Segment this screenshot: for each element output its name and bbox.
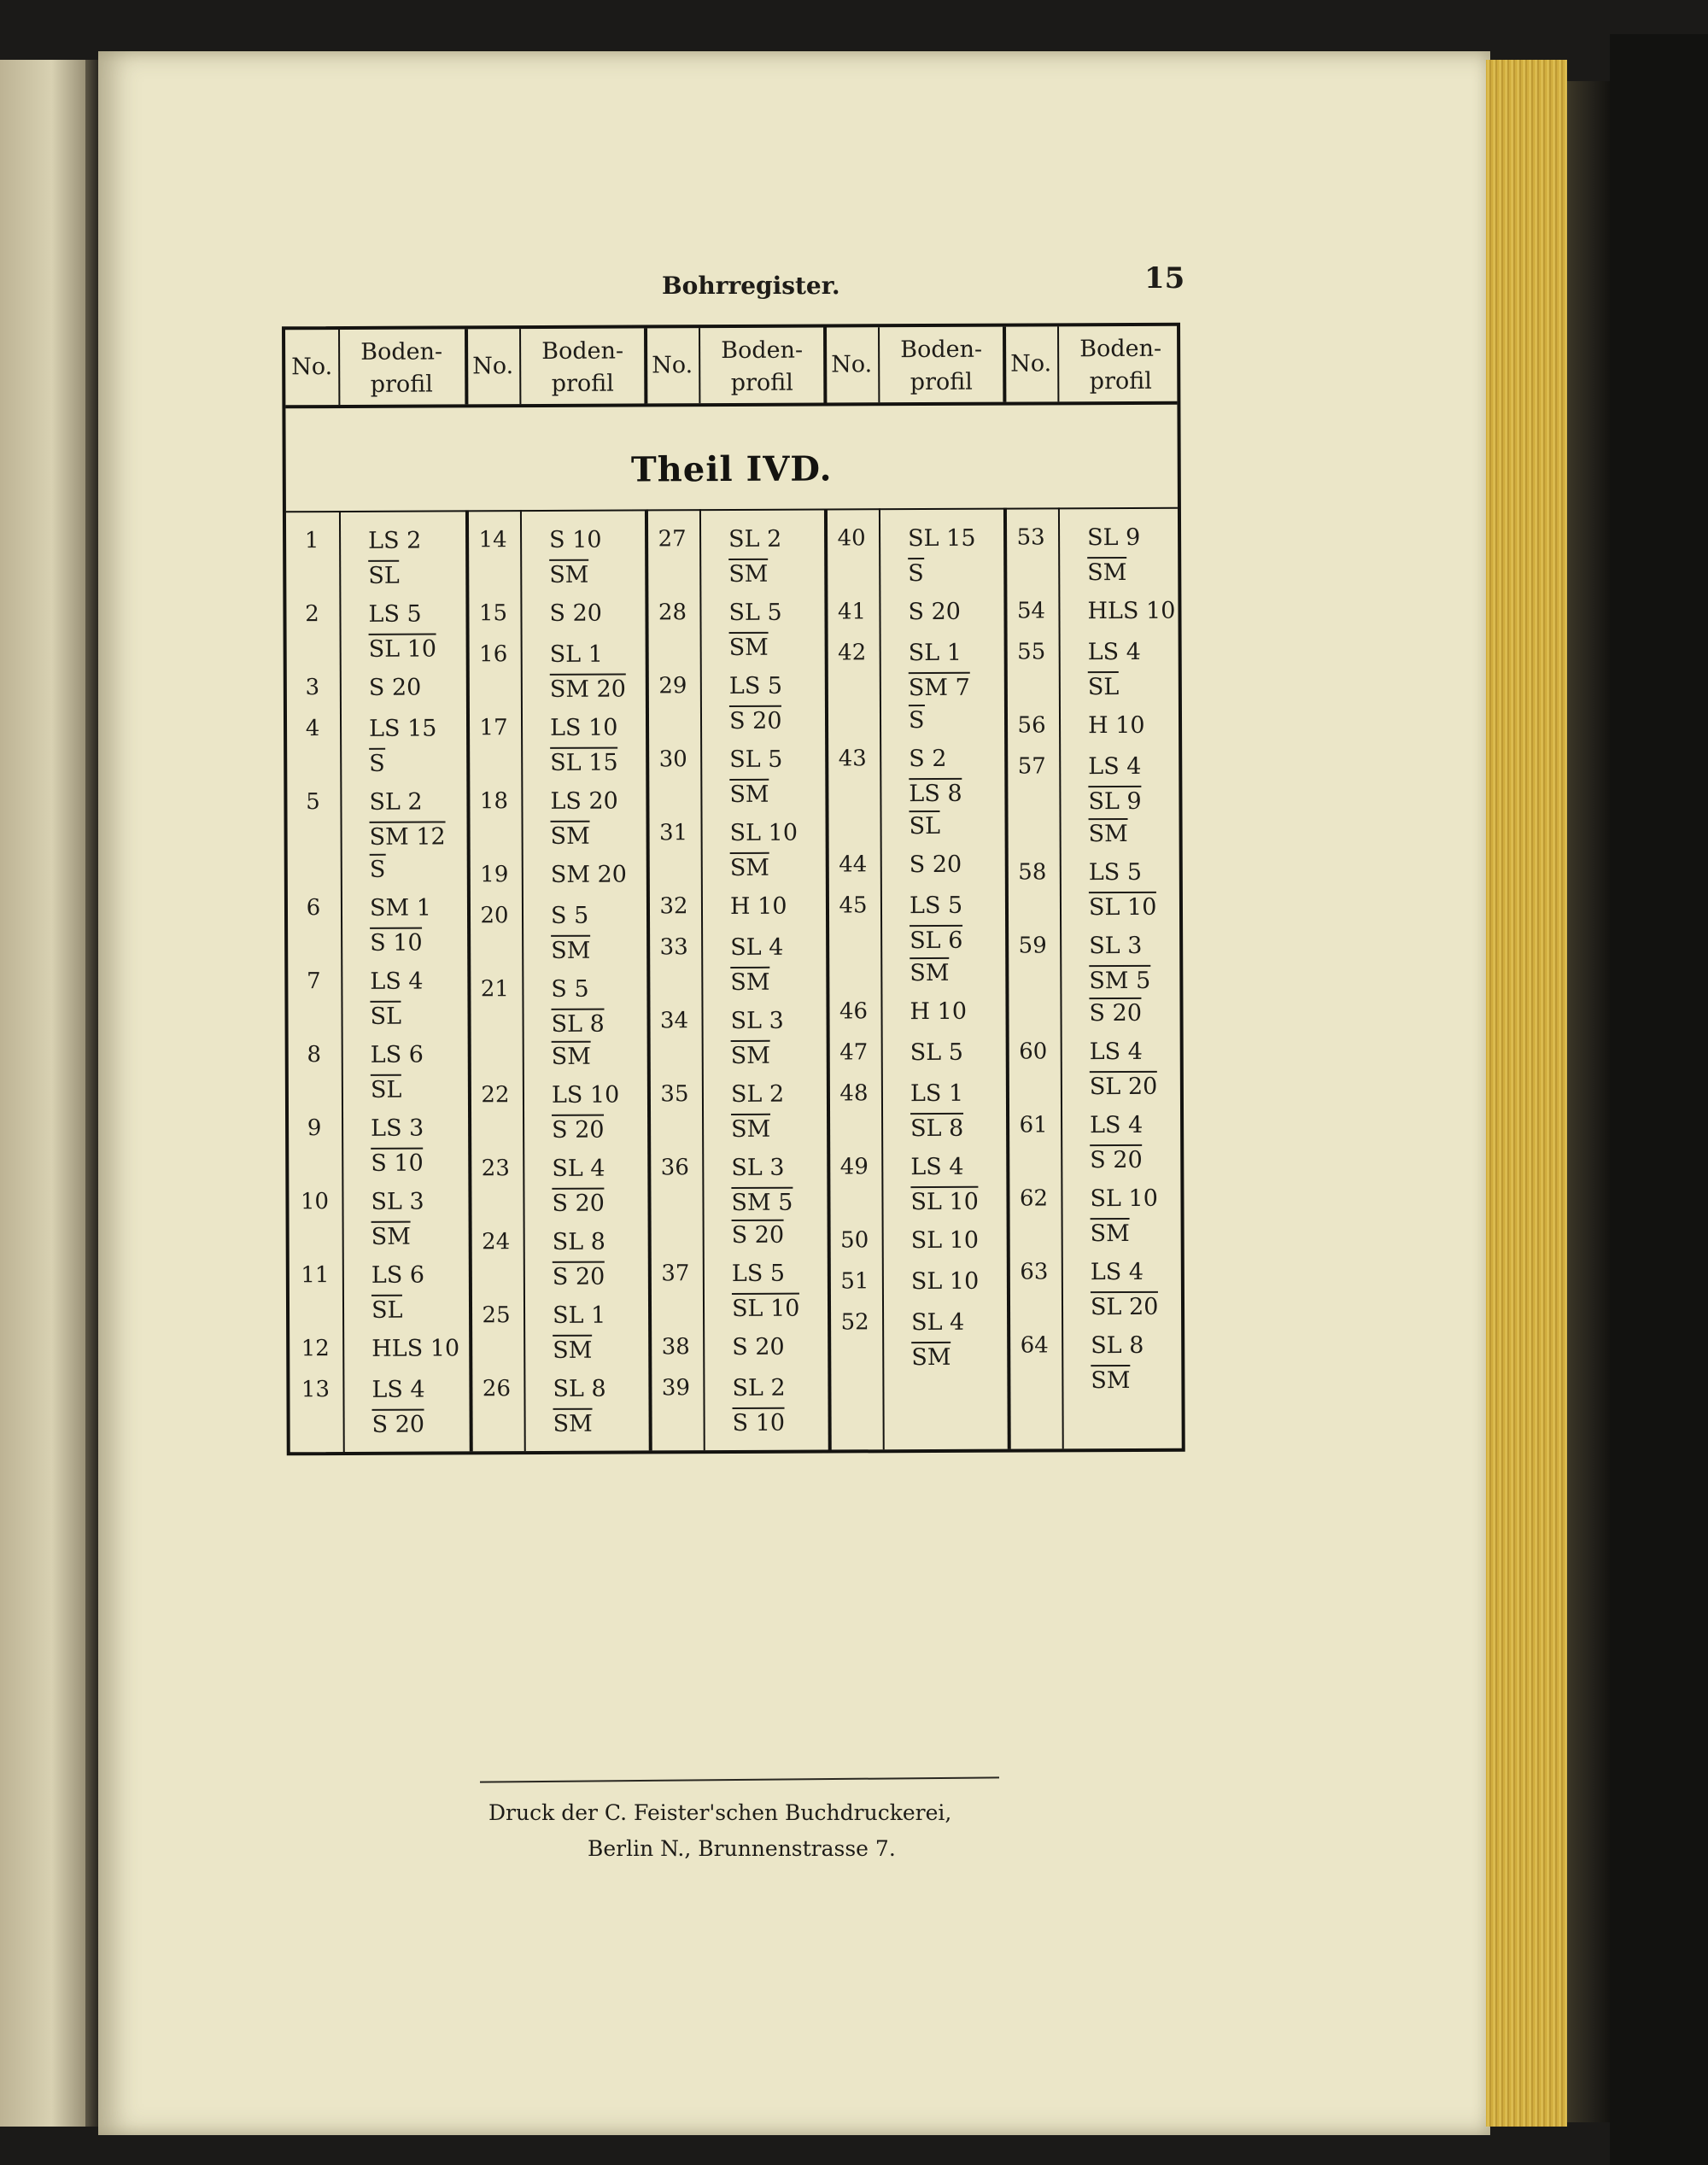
gilt-page-edges bbox=[1486, 60, 1567, 2127]
boring-number: 47 bbox=[839, 1039, 869, 1066]
soil-profile-layer: H 10 bbox=[1087, 711, 1145, 740]
soil-profile-layer: SL bbox=[909, 810, 940, 840]
soil-profile-layer: SL 15 bbox=[550, 747, 618, 776]
soil-profile-layer: SL 9 bbox=[1087, 524, 1141, 552]
soil-profile-layer: SL 10 bbox=[910, 1226, 980, 1255]
boring-number: 59 bbox=[1018, 933, 1047, 959]
boring-number: 11 bbox=[301, 1262, 330, 1289]
boring-number: 14 bbox=[478, 527, 507, 553]
soil-profile-layer: S 5 bbox=[551, 975, 589, 1003]
soil-profile-layer: LS 5 bbox=[909, 892, 963, 920]
soil-profile-layer: LS 2 bbox=[368, 527, 422, 554]
boring-number: 39 bbox=[661, 1375, 691, 1401]
soil-profile-layer: LS 5 bbox=[731, 1260, 786, 1288]
boring-number: 64 bbox=[1020, 1332, 1049, 1359]
page-number: 15 bbox=[1144, 261, 1185, 295]
boring-number: 43 bbox=[838, 746, 867, 772]
boring-number: 2 bbox=[305, 601, 319, 628]
boring-number: 15 bbox=[478, 600, 508, 627]
soil-profile-layer: SM bbox=[731, 1114, 770, 1143]
boring-number: 53 bbox=[1016, 524, 1045, 551]
soil-profile-layer: SL 5 bbox=[728, 599, 782, 627]
soil-profile-layer: SM bbox=[911, 1342, 951, 1371]
register-table bbox=[282, 323, 1185, 1456]
inner-divider bbox=[519, 329, 521, 404]
boring-number: 16 bbox=[479, 641, 508, 668]
soil-profile-layer: SL 1 bbox=[908, 639, 962, 667]
soil-profile-layer: LS 4 bbox=[1088, 752, 1142, 781]
soil-profile-layer: S 20 bbox=[368, 674, 422, 701]
soil-profile-layer: SM 5 bbox=[1089, 965, 1150, 994]
soil-profile-layer: LS 15 bbox=[368, 715, 437, 742]
soil-profile-layer: SL bbox=[371, 1295, 403, 1324]
soil-profile-layer: SL 20 bbox=[1090, 1071, 1158, 1100]
boring-number: 27 bbox=[658, 526, 687, 553]
boring-number: 13 bbox=[301, 1377, 330, 1403]
boring-number: 9 bbox=[307, 1115, 322, 1142]
soil-profile-layer: LS 1 bbox=[910, 1080, 964, 1108]
soil-profile-layer: SL 2 bbox=[369, 788, 423, 816]
soil-profile-layer: S bbox=[908, 558, 924, 587]
soil-profile-layer: S bbox=[369, 748, 385, 777]
boring-number: 50 bbox=[840, 1227, 869, 1254]
soil-profile-layer: S 20 bbox=[729, 705, 782, 734]
soil-profile-layer: SL 5 bbox=[729, 746, 783, 774]
boring-number: 22 bbox=[481, 1082, 510, 1109]
soil-profile-layer: SL 10 bbox=[1090, 1185, 1158, 1213]
soil-profile-layer: SL 1 bbox=[552, 1302, 606, 1329]
soil-profile-layer: SM bbox=[1089, 818, 1128, 847]
soil-profile-layer: SM 1 bbox=[369, 894, 431, 922]
soil-profile-layer: S 20 bbox=[732, 1333, 785, 1361]
column-header-no: No. bbox=[652, 352, 693, 379]
boring-number: 30 bbox=[658, 746, 687, 773]
soil-profile-layer: SL 3 bbox=[371, 1188, 424, 1215]
boring-number: 57 bbox=[1017, 753, 1046, 780]
soil-profile-layer: S 20 bbox=[552, 1115, 605, 1144]
boring-number: 26 bbox=[482, 1376, 512, 1402]
soil-profile-layer: S 2 bbox=[909, 745, 947, 773]
boring-number: 28 bbox=[658, 600, 687, 626]
soil-profile-layer: SL bbox=[1088, 671, 1120, 700]
soil-profile-layer: S 20 bbox=[553, 1261, 605, 1290]
binding-edge bbox=[1567, 81, 1610, 2122]
boring-number: 23 bbox=[481, 1156, 510, 1182]
soil-profile-layer: S 5 bbox=[550, 902, 589, 929]
soil-profile-layer: LS 20 bbox=[550, 787, 618, 815]
boring-number: 49 bbox=[839, 1154, 869, 1180]
boring-number: 24 bbox=[482, 1229, 511, 1255]
soil-profile-layer: SL 10 bbox=[729, 819, 798, 847]
soil-profile-layer: SL bbox=[370, 1001, 401, 1030]
soil-profile-layer: LS 4 bbox=[371, 1376, 425, 1403]
boring-number: 17 bbox=[479, 715, 508, 741]
boring-number: 1 bbox=[304, 528, 319, 554]
soil-profile-layer: SM 7 bbox=[909, 672, 970, 701]
left-page-edge bbox=[0, 60, 94, 2127]
soil-profile-layer: HLS 10 bbox=[371, 1335, 460, 1362]
boring-number: 33 bbox=[659, 934, 688, 961]
table-body bbox=[285, 326, 1177, 331]
soil-profile-layer: SM bbox=[551, 821, 590, 850]
soil-profile-layer: S 10 bbox=[371, 1148, 424, 1177]
boring-number: 18 bbox=[479, 788, 509, 815]
soil-profile-layer: SM bbox=[1091, 1365, 1130, 1394]
header-rule bbox=[285, 401, 1177, 409]
boring-number: 48 bbox=[839, 1080, 869, 1107]
soil-profile-layer: S 20 bbox=[732, 1220, 785, 1249]
soil-profile-layer: S 20 bbox=[549, 600, 602, 627]
soil-profile-layer: LS 3 bbox=[371, 1115, 424, 1142]
soil-profile-layer: LS 6 bbox=[371, 1261, 425, 1289]
soil-profile-layer: S 20 bbox=[552, 1188, 605, 1217]
soil-profile-layer: SM bbox=[371, 1221, 411, 1250]
boring-number: 35 bbox=[660, 1081, 689, 1108]
soil-profile-layer: SM bbox=[729, 779, 769, 808]
column-header-profile: Boden- profil bbox=[721, 336, 804, 397]
boring-number: 8 bbox=[307, 1042, 322, 1068]
soil-profile-layer: S bbox=[370, 854, 386, 883]
soil-profile-layer: LS 6 bbox=[370, 1041, 424, 1068]
soil-profile-layer: SL 10 bbox=[910, 1186, 979, 1215]
boring-number: 29 bbox=[658, 673, 687, 699]
soil-profile-layer: SL 4 bbox=[552, 1155, 605, 1182]
inner-divider bbox=[879, 508, 885, 1449]
column-header-profile: Boden- profil bbox=[541, 337, 624, 397]
soil-profile-layer: HLS 10 bbox=[1087, 597, 1176, 625]
column-header-no: No. bbox=[291, 354, 333, 381]
soil-profile-layer: SM bbox=[549, 559, 588, 588]
column-header-no: No. bbox=[1010, 350, 1052, 377]
soil-profile-layer: SL 5 bbox=[910, 1039, 963, 1067]
column-header-no: No. bbox=[472, 353, 514, 380]
inner-divider bbox=[699, 328, 700, 403]
inner-divider bbox=[338, 330, 340, 405]
boring-number: 25 bbox=[482, 1302, 511, 1329]
soil-profile-layer: S bbox=[909, 705, 925, 734]
boring-number: 4 bbox=[305, 716, 320, 742]
boring-number: 51 bbox=[840, 1268, 869, 1295]
section-rule bbox=[286, 507, 1178, 513]
printer-address: Berlin N., Brunnenstrasse 7. bbox=[588, 1836, 896, 1861]
boring-number: 44 bbox=[839, 851, 868, 878]
column-header-profile: Boden- profil bbox=[1079, 335, 1162, 395]
soil-profile-layer: SL 1 bbox=[549, 641, 603, 668]
soil-profile-layer: SL 3 bbox=[730, 1007, 784, 1035]
soil-profile-layer: SL 3 bbox=[1089, 932, 1143, 960]
inner-divider bbox=[699, 509, 705, 1450]
soil-profile-layer: S 20 bbox=[909, 851, 962, 879]
soil-profile-layer: S 10 bbox=[549, 526, 602, 553]
inner-divider bbox=[1058, 507, 1064, 1448]
soil-profile-layer: SM bbox=[1091, 1218, 1130, 1247]
soil-profile-layer: SL 4 bbox=[911, 1308, 965, 1337]
boring-number: 62 bbox=[1019, 1185, 1049, 1212]
soil-profile-layer: SM bbox=[730, 967, 769, 996]
soil-profile-layer: SL 10 bbox=[369, 634, 437, 663]
soil-profile-layer: SL 2 bbox=[732, 1374, 786, 1402]
soil-profile-layer: SL 10 bbox=[910, 1267, 980, 1296]
section-title: Theil IVD. bbox=[630, 448, 833, 490]
boring-number: 6 bbox=[306, 895, 321, 922]
soil-profile-layer: SL 8 bbox=[1091, 1331, 1144, 1360]
inner-divider bbox=[339, 511, 345, 1452]
soil-profile-layer: SL 8 bbox=[552, 1228, 605, 1255]
boring-number: 12 bbox=[301, 1336, 330, 1362]
soil-profile-layer: SM bbox=[910, 957, 949, 986]
soil-profile-layer: SL 9 bbox=[1088, 786, 1141, 815]
boring-number: 60 bbox=[1019, 1039, 1048, 1065]
soil-profile-layer: LS 4 bbox=[910, 1153, 964, 1181]
column-divider bbox=[645, 509, 652, 1450]
boring-number: 37 bbox=[661, 1261, 690, 1287]
soil-profile-layer: SM bbox=[730, 852, 769, 881]
boring-number: 38 bbox=[661, 1334, 690, 1360]
soil-profile-layer: LS 4 bbox=[1089, 1038, 1143, 1066]
soil-profile-layer: SM 20 bbox=[550, 861, 627, 888]
soil-profile-layer: SL 15 bbox=[908, 524, 976, 553]
soil-profile-layer: LS 8 bbox=[909, 778, 962, 807]
boring-number: 52 bbox=[840, 1309, 869, 1336]
soil-profile-layer: SL bbox=[368, 560, 400, 589]
boring-number: 45 bbox=[839, 892, 868, 919]
boring-number: 10 bbox=[300, 1189, 330, 1215]
boring-number: 63 bbox=[1020, 1259, 1049, 1285]
soil-profile-layer: S 20 bbox=[372, 1409, 425, 1438]
printer-imprint: Druck der C. Feister'schen Buchdruckerei, bbox=[488, 1800, 952, 1825]
soil-profile-layer: SL bbox=[371, 1074, 402, 1103]
boring-number: 21 bbox=[480, 976, 510, 1003]
soil-profile-layer: SM bbox=[551, 935, 590, 964]
soil-profile-layer: SL 6 bbox=[910, 925, 962, 954]
boring-number: 54 bbox=[1016, 598, 1046, 624]
inner-divider bbox=[1057, 326, 1059, 401]
boring-number: 19 bbox=[480, 862, 509, 888]
running-head: Bohrregister. bbox=[662, 272, 840, 300]
soil-profile-layer: SM 20 bbox=[550, 674, 626, 703]
soil-profile-layer: H 10 bbox=[729, 892, 787, 921]
boring-number: 61 bbox=[1019, 1112, 1048, 1138]
soil-profile-layer: SL 8 bbox=[553, 1375, 606, 1402]
soil-profile-layer: LS 5 bbox=[728, 672, 783, 700]
column-header-profile: Boden- profil bbox=[900, 336, 983, 396]
soil-profile-layer: SM bbox=[553, 1335, 592, 1364]
soil-profile-layer: SM bbox=[1087, 557, 1126, 586]
boring-number: 5 bbox=[306, 789, 320, 816]
soil-profile-layer: SL 2 bbox=[728, 525, 782, 553]
boring-number: 42 bbox=[838, 640, 867, 666]
inner-divider bbox=[878, 327, 880, 402]
soil-profile-layer: SM 12 bbox=[370, 821, 446, 850]
soil-profile-layer: LS 10 bbox=[549, 714, 618, 741]
soil-profile-layer: LS 5 bbox=[368, 600, 422, 628]
soil-profile-layer: SL 8 bbox=[910, 1113, 963, 1142]
soil-profile-layer: S 10 bbox=[370, 927, 423, 957]
soil-profile-layer: SL 4 bbox=[730, 933, 784, 962]
soil-profile-layer: LS 10 bbox=[551, 1081, 620, 1109]
soil-profile-layer: SM bbox=[728, 559, 768, 588]
boring-number: 36 bbox=[660, 1155, 689, 1181]
soil-profile-layer: SM bbox=[731, 1040, 770, 1069]
boring-number: 20 bbox=[480, 903, 509, 929]
soil-profile-layer: S 10 bbox=[733, 1407, 786, 1437]
soil-profile-layer: LS 4 bbox=[1090, 1258, 1144, 1286]
boring-number: 7 bbox=[307, 968, 321, 995]
boring-number: 32 bbox=[659, 893, 688, 920]
soil-profile-layer: SL 20 bbox=[1091, 1291, 1159, 1320]
soil-profile-layer: SM bbox=[552, 1041, 591, 1070]
boring-number: 3 bbox=[305, 675, 320, 701]
soil-profile-layer: H 10 bbox=[910, 998, 968, 1026]
soil-profile-layer: LS 4 bbox=[370, 968, 424, 995]
boring-number: 56 bbox=[1017, 712, 1046, 739]
book-cover bbox=[1610, 34, 1708, 2165]
soil-profile-layer: SL 3 bbox=[731, 1154, 785, 1182]
soil-profile-layer: SM 5 bbox=[731, 1187, 793, 1216]
soil-profile-layer: LS 4 bbox=[1087, 638, 1141, 666]
boring-number: 31 bbox=[658, 820, 688, 846]
soil-profile-layer: LS 4 bbox=[1090, 1111, 1144, 1139]
soil-profile-layer: SM bbox=[729, 632, 769, 661]
soil-profile-layer: S 20 bbox=[1089, 998, 1142, 1027]
column-header-profile: Boden- profil bbox=[360, 338, 443, 398]
boring-number: 40 bbox=[837, 525, 866, 552]
soil-profile-layer: SL 10 bbox=[1089, 892, 1157, 921]
boring-number: 55 bbox=[1017, 639, 1046, 665]
boring-number: 34 bbox=[659, 1008, 689, 1034]
column-header-no: No. bbox=[831, 351, 873, 378]
soil-profile-layer: SL 2 bbox=[730, 1080, 785, 1109]
soil-profile-layer: S 20 bbox=[1090, 1144, 1143, 1173]
boring-number: 41 bbox=[837, 599, 867, 625]
soil-profile-layer: LS 5 bbox=[1088, 858, 1143, 886]
boring-number: 58 bbox=[1018, 859, 1047, 886]
soil-profile-layer: SL 10 bbox=[732, 1293, 800, 1322]
soil-profile-layer: S 20 bbox=[908, 598, 961, 626]
soil-profile-layer: SM bbox=[553, 1408, 593, 1437]
soil-profile-layer: SL 8 bbox=[551, 1009, 604, 1038]
boring-number: 46 bbox=[839, 998, 869, 1025]
